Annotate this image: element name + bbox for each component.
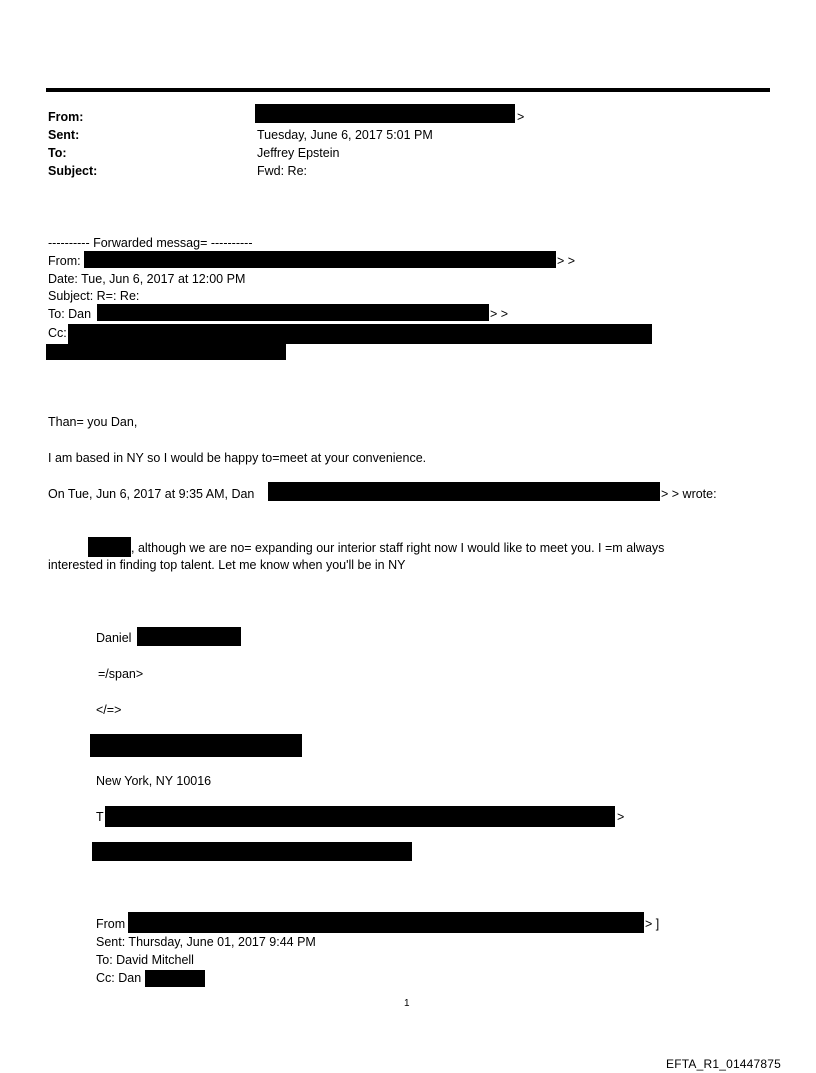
redaction-block	[84, 251, 556, 268]
older-sent: Sent: Thursday, June 01, 2017 9:44 PM	[96, 935, 316, 949]
redaction-block	[105, 806, 615, 827]
older-cc: Cc: Dan	[96, 971, 142, 985]
forwarded-from-suffix: > >	[557, 254, 576, 268]
forwarded-cc-label: Cc:	[48, 326, 67, 340]
header-from-suffix: >	[517, 110, 525, 124]
header-subject-value: Fwd: Re:	[257, 164, 308, 178]
quote-para-line-1: , although we are no= expanding our interior staff right now I would like to meet you. I =m always	[131, 541, 665, 555]
header-sent-label: Sent:	[48, 128, 80, 142]
older-from-suffix: > ]	[645, 917, 660, 931]
redaction-block	[268, 482, 660, 501]
forwarded-to-label: To: Dan	[48, 307, 92, 321]
redaction-block	[46, 344, 286, 360]
page-number: 1	[404, 998, 410, 1009]
quote-para-line-2: interested in finding top talent. Let me know when you'll be in NY	[48, 558, 406, 572]
header-to-label: To:	[48, 146, 67, 160]
forwarded-to-suffix: > >	[490, 307, 509, 321]
redaction-block	[68, 324, 652, 344]
redaction-block	[255, 104, 515, 123]
redaction-block	[97, 304, 489, 321]
signature-span-artifact: =/span>	[98, 667, 144, 681]
redaction-block	[145, 970, 205, 987]
redaction-block	[137, 627, 241, 646]
body-greeting: Than= you Dan,	[48, 415, 138, 429]
signature-tag-artifact: </=>	[96, 703, 122, 717]
redaction-block	[90, 734, 302, 757]
header-from-label: From:	[48, 110, 84, 124]
redaction-block	[88, 537, 131, 557]
quote-suffix: > > wrote:	[661, 487, 717, 501]
redaction-block	[92, 842, 412, 861]
header-subject-label: Subject:	[48, 164, 98, 178]
older-from-label: From	[96, 917, 126, 931]
signature-city: New York, NY 10016	[96, 774, 212, 788]
forwarded-date: Date: Tue, Jun 6, 2017 at 12:00 PM	[48, 272, 246, 286]
redaction-block	[128, 912, 644, 933]
forwarded-banner: ---------- Forwarded messag= ----------	[48, 236, 253, 250]
older-to: To: David Mitchell	[96, 953, 194, 967]
signature-phone-suffix: >	[617, 810, 625, 824]
signature-name: Daniel	[96, 631, 132, 645]
body-line-1: I am based in NY so I would be happy to=meet at your convenience.	[48, 451, 427, 465]
header-to-value: Jeffrey Epstein	[257, 146, 340, 160]
quote-intro: On Tue, Jun 6, 2017 at 9:35 AM, Dan	[48, 487, 255, 501]
forwarded-subject: Subject: R=: Re:	[48, 289, 140, 303]
signature-phone-prefix: T	[96, 810, 104, 824]
document-id: EFTA_R1_01447875	[666, 1057, 782, 1071]
forwarded-from-label: From:	[48, 254, 81, 268]
header-rule	[46, 88, 770, 92]
header-sent-value: Tuesday, June 6, 2017 5:01 PM	[257, 128, 433, 142]
